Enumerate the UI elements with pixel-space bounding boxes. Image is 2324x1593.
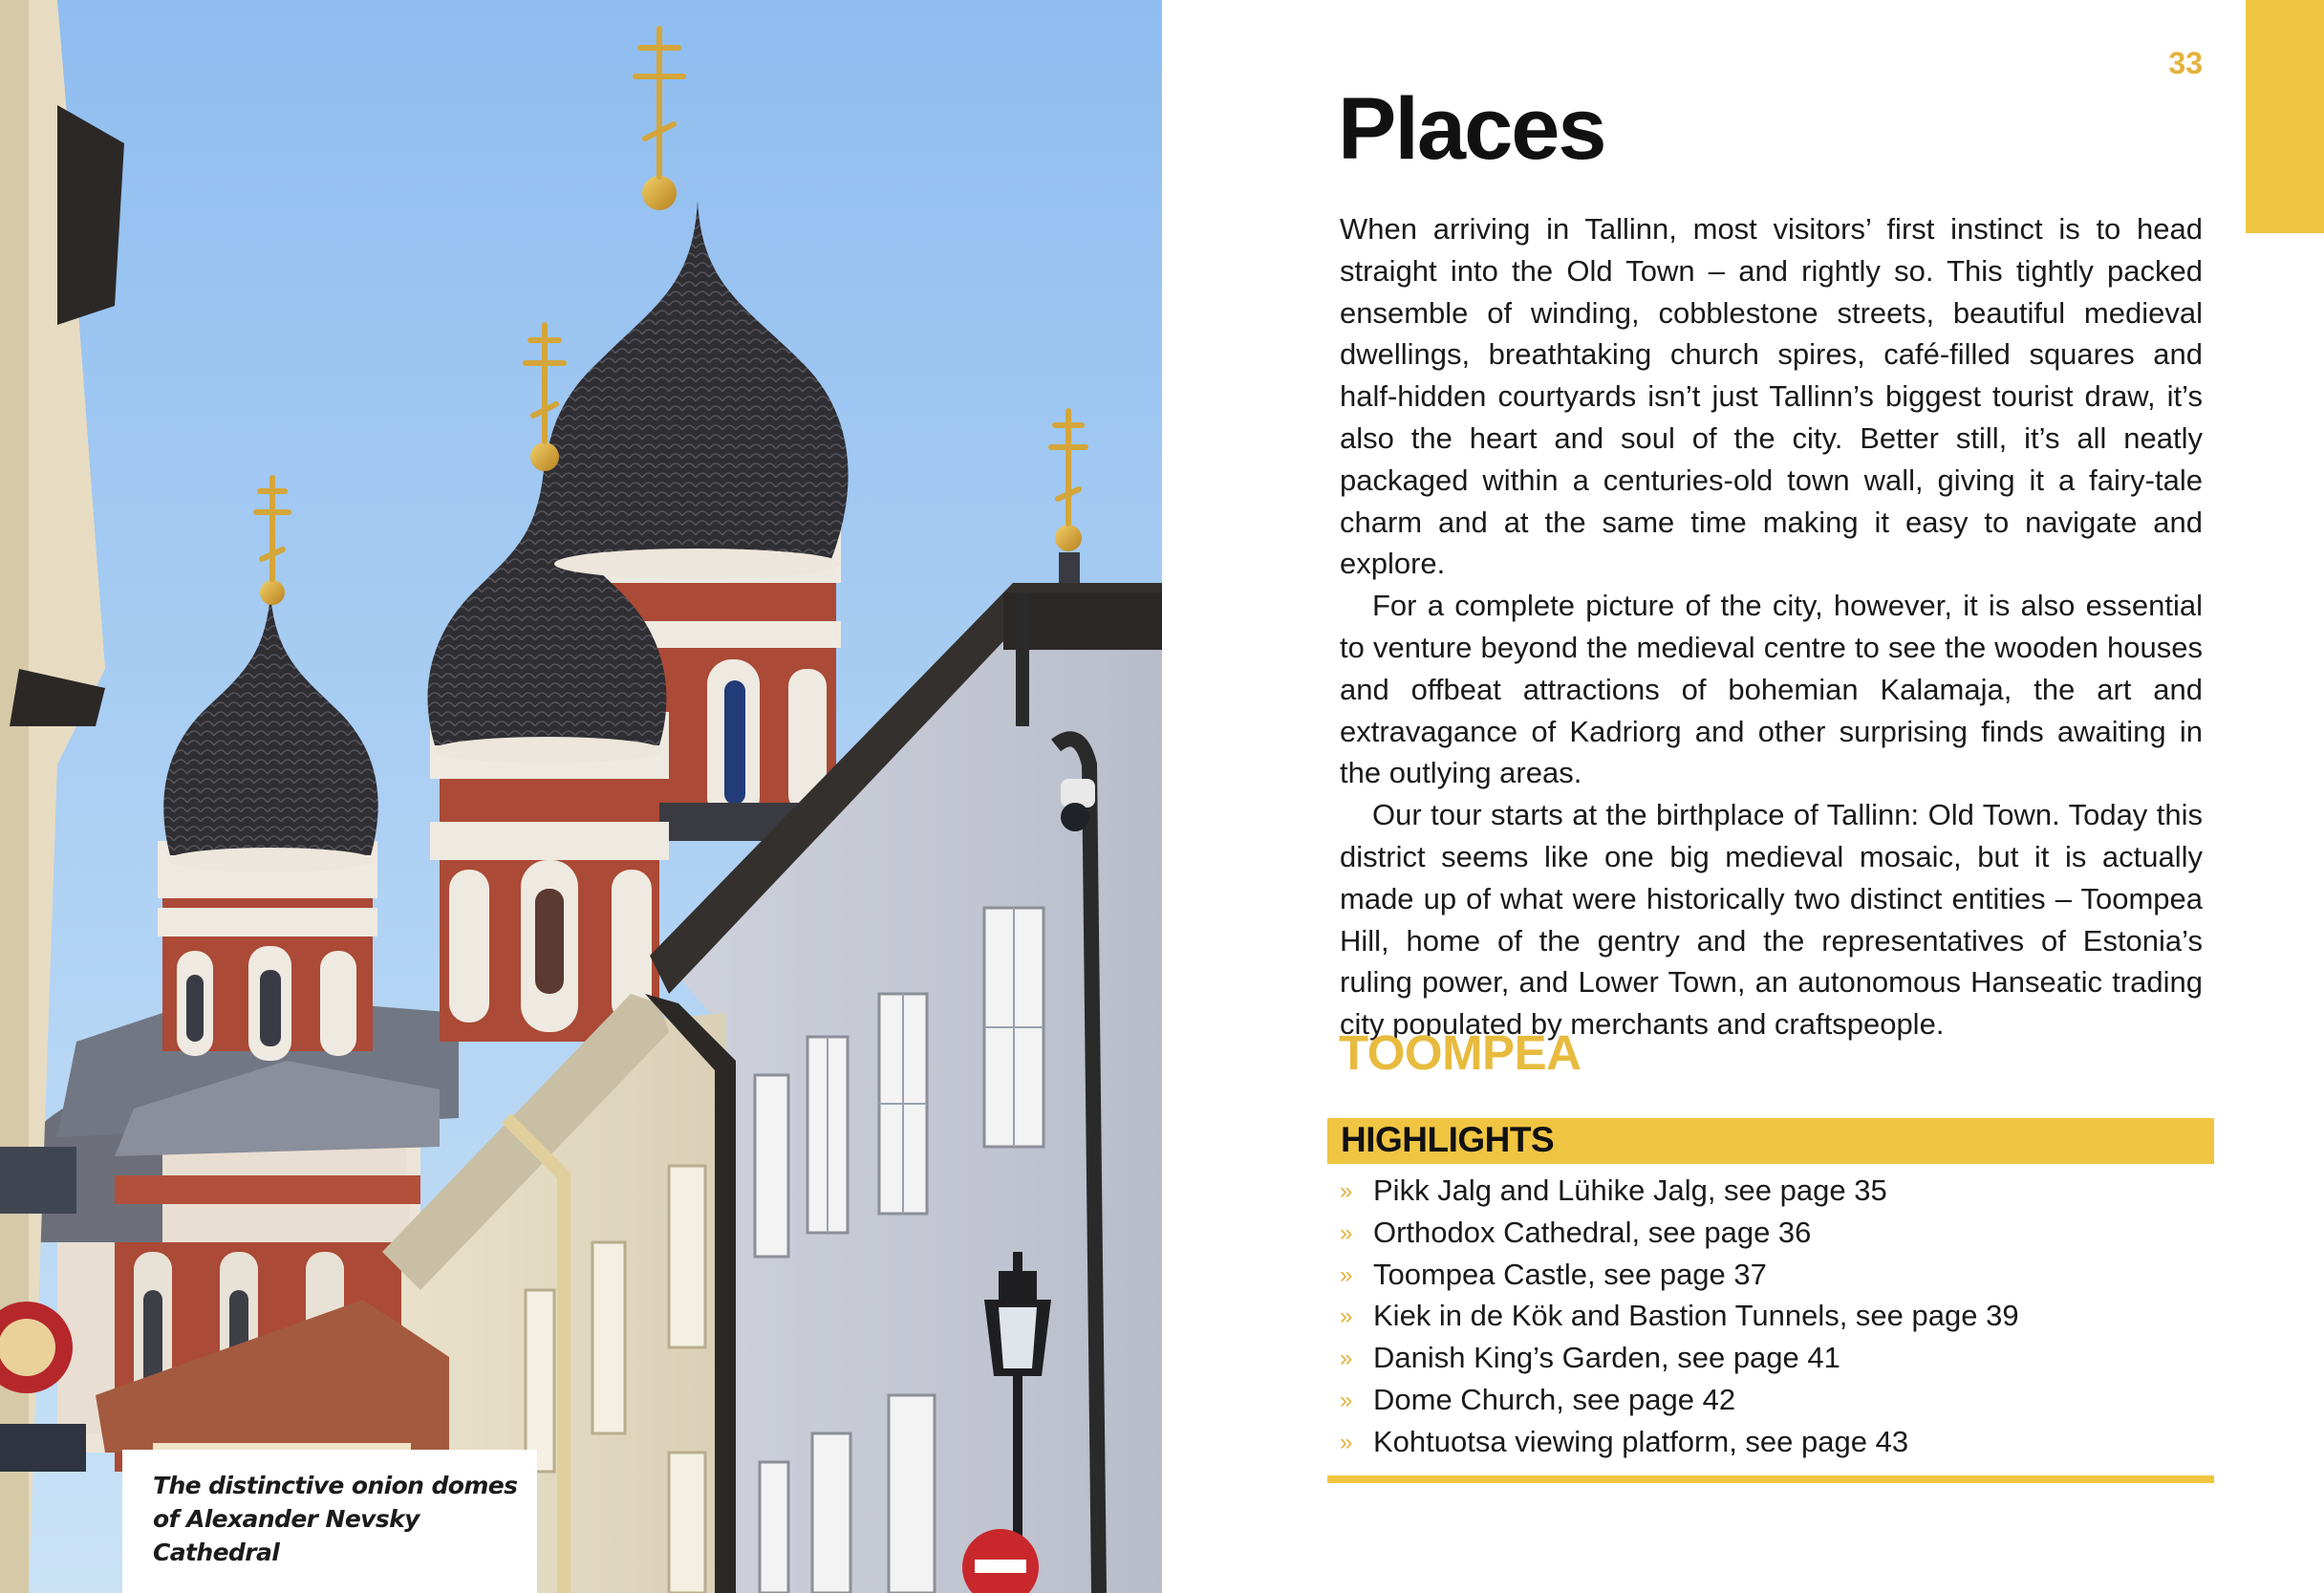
photo-caption-box: [122, 1450, 537, 1593]
section-heading: TOOMPEA: [1339, 1025, 1582, 1080]
highlight-item-text: Kiek in de Kök and Bastion Tunnels, see page 39: [1373, 1299, 2019, 1333]
bullet-icon: »: [1340, 1345, 1353, 1372]
highlight-item: [1340, 1295, 2019, 1337]
intro-paragraph-1: When arriving in Tallinn, most visitors’ first instinct is to head straight into the Old Town – and rightly so. This tightly packed ensemble of winding, cobblestone streets, beautiful medieval dwellings, breathtaking church spires, café-filled squares and half-hidden courtyards isn’t just Tallinn’s biggest tourist draw, it’s also the heart and soul of the city. Better still, it’s all neatly packaged within a centuries-old town wall, giving it a fairy-tale charm and at the same time making it easy to navigate and explore.: [1340, 212, 2203, 581]
highlight-item-text: Danish King’s Garden, see page 41: [1373, 1341, 1840, 1375]
highlights-header: [1327, 1118, 2214, 1164]
bullet-icon: »: [1340, 1178, 1353, 1204]
bullet-icon: »: [1340, 1387, 1353, 1413]
highlight-item: [1340, 1254, 2019, 1296]
intro-text: [1340, 208, 2203, 1045]
bullet-icon: »: [1340, 1429, 1353, 1455]
photo-caption: The distinctive onion domes of Alexander Nevsky Cathedral: [153, 1472, 518, 1566]
highlight-item-text: Pikk Jalg and Lühike Jalg, see page 35: [1373, 1173, 1887, 1207]
highlights-bottom-rule: [1327, 1475, 2214, 1483]
highlight-item: [1340, 1379, 2019, 1421]
bullet-icon: »: [1340, 1219, 1353, 1246]
page-title: Places: [1338, 80, 1605, 178]
highlights-title: HIGHLIGHTS: [1341, 1120, 1555, 1159]
highlight-item: [1340, 1421, 2019, 1463]
bullet-icon: »: [1340, 1303, 1353, 1330]
highlight-item: [1340, 1170, 2019, 1212]
highlight-item-text: Orthodox Cathedral, see page 36: [1373, 1215, 1812, 1249]
intro-paragraph-2: For a complete picture of the city, however, it is also essential to venture beyond the medieval centre to see the wooden houses and offbeat attractions of bohemian Kalamaja, the art and extravagance of Kadriorg and other surprising finds awaiting in the outlying areas.: [1340, 589, 2203, 790]
page-number: 33: [2168, 46, 2203, 80]
highlight-item-text: Kohtuotsa viewing platform, see page 43: [1373, 1424, 1909, 1458]
highlight-item: [1340, 1337, 2019, 1379]
bullet-icon: »: [1340, 1261, 1353, 1288]
highlight-item-text: Dome Church, see page 42: [1373, 1382, 1736, 1416]
highlight-item-text: Toompea Castle, see page 37: [1373, 1257, 1767, 1291]
intro-paragraph-3: Our tour starts at the birthplace of Tallinn: Old Town. Today this district seems like one big medieval mosaic, but it is actually made up of what were historically two distinct entities – Toompea Hill, home of the gentry and the representatives of Estonia’s ruling power, and Lower Town, an autonomous Hanseatic trading city populated by merchants and craftspeople.: [1340, 798, 2203, 1042]
highlight-item: [1340, 1212, 2019, 1254]
highlights-list: [1340, 1170, 2019, 1463]
page-tab-marker: [2246, 0, 2324, 233]
